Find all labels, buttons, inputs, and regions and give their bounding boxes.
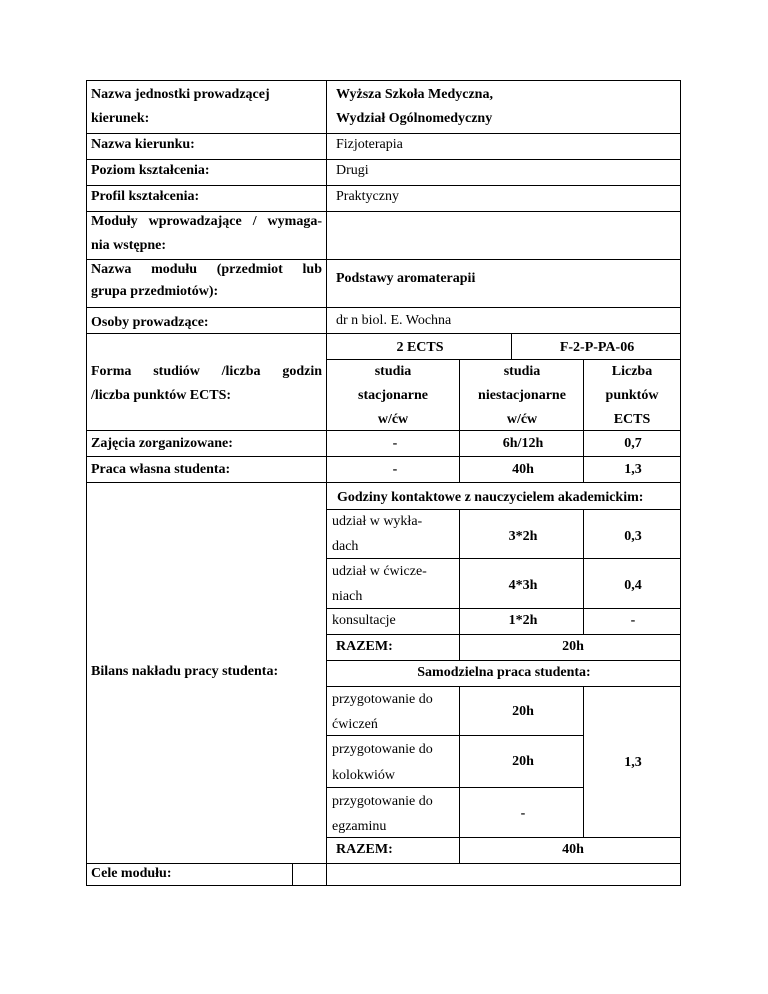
- przyg1-hours: 20h: [512, 704, 534, 719]
- osoby-label: Osoby prowadzące:: [91, 315, 209, 330]
- col1-header-line2: stacjonarne: [358, 388, 428, 403]
- self-header: Samodzielna praca studenta:: [417, 665, 591, 680]
- modul-value: Podstawy aromaterapii: [336, 271, 476, 286]
- unit-label-line1: Nazwa jednostki prowadzącej: [91, 87, 270, 102]
- cwiczenia-label-line1: udział w ćwicze-: [332, 564, 427, 579]
- cele-label: Cele modułu:: [91, 866, 172, 881]
- unit-label-line2: kierunek:: [91, 111, 150, 126]
- col3-header-line3: ECTS: [613, 412, 651, 427]
- przyg1-label-line2: ćwiczeń: [332, 717, 378, 732]
- col2-header-line3: w/ćw: [506, 412, 538, 427]
- forma-label-line1: Forma studiów /liczba godzin: [91, 364, 322, 379]
- self-points: 1,3: [624, 755, 642, 770]
- kierunek-value: Fizjoterapia: [336, 137, 403, 152]
- wyklady-points: 0,3: [624, 529, 642, 544]
- przyg3-label-line2: egzaminu: [332, 819, 387, 834]
- module-sheet: [87, 81, 681, 886]
- praca-stacjonarne: -: [392, 462, 398, 477]
- zajecia-label: Zajęcia zorganizowane:: [91, 436, 233, 451]
- zajecia-niestacjonarne: 6h/12h: [502, 436, 544, 451]
- module-code: F-2-P-PA-06: [559, 340, 635, 355]
- moduly-label-line2: nia wstępne:: [91, 238, 167, 253]
- przyg2-hours: 20h: [512, 754, 534, 769]
- col1-header-line1: studia: [374, 364, 412, 379]
- forma-label-cell: [86, 333, 327, 431]
- field-moduly-value-cell: [326, 211, 681, 260]
- przyg1-label-line1: przygotowanie do: [332, 692, 433, 707]
- col3-header-line2: punktów: [605, 388, 659, 403]
- wyklady-hours: 3*2h: [508, 529, 538, 544]
- razem2-value: 40h: [562, 842, 584, 857]
- konsultacje-points: -: [630, 613, 636, 628]
- wyklady-label-line1: udział w wykła-: [332, 514, 423, 529]
- konsultacje-label: konsultacje: [332, 613, 396, 628]
- unit-value-line2: Wydział Ogólnomedyczny: [336, 111, 493, 126]
- poziom-label: Poziom kształcenia:: [91, 163, 210, 178]
- modul-label-line2: grupa przedmiotów):: [91, 284, 219, 299]
- cwiczenia-hours: 4*3h: [508, 578, 538, 593]
- przyg2-label-line1: przygotowanie do: [332, 742, 433, 757]
- praca-niestacjonarne: 40h: [512, 462, 534, 477]
- wyklady-label-line2: dach: [332, 539, 359, 554]
- kierunek-label: Nazwa kierunku:: [91, 137, 195, 152]
- przyg3-label-line1: przygotowanie do: [332, 794, 433, 809]
- col2-header-line2: niestacjonarne: [478, 388, 566, 403]
- cele-value-cell: [326, 863, 681, 886]
- razem1-label: RAZEM:: [336, 639, 393, 654]
- przyg2-label-line2: kolokwiów: [332, 768, 395, 783]
- zajecia-stacjonarne: -: [392, 436, 398, 451]
- razem2-label: RAZEM:: [336, 842, 393, 857]
- col3-header-line1: Liczba: [611, 364, 653, 379]
- cwiczenia-points: 0,4: [624, 578, 642, 593]
- profil-label: Profil kształcenia:: [91, 189, 200, 204]
- col1-header-line3: w/ćw: [377, 412, 409, 427]
- bilans-label: Bilans nakładu pracy studenta:: [91, 664, 279, 679]
- ects-total: 2 ECTS: [396, 340, 444, 355]
- przyg3-hours: -: [520, 806, 526, 821]
- cele-gap-cell: [292, 863, 327, 886]
- razem1-value: 20h: [562, 639, 584, 654]
- profil-value: Praktyczny: [336, 189, 399, 204]
- col2-header-line1: studia: [503, 364, 541, 379]
- modul-label-line1: Nazwa modułu (przedmiot lub: [91, 262, 322, 277]
- konsultacje-hours: 1*2h: [508, 613, 538, 628]
- contact-header: Godziny kontaktowe z nauczycielem akademickim:: [337, 490, 644, 505]
- field-poziom-value-cell: [326, 159, 681, 186]
- unit-value-line1: Wyższa Szkoła Medyczna,: [336, 87, 493, 102]
- cwiczenia-label-line2: niach: [332, 589, 363, 604]
- poziom-value: Drugi: [336, 163, 369, 178]
- praca-ects: 1,3: [624, 462, 642, 477]
- forma-label-line2: /liczba punktów ECTS:: [91, 388, 232, 403]
- praca-label: Praca własna studenta:: [91, 462, 231, 477]
- osoby-value: dr n biol. E. Wochna: [336, 313, 452, 328]
- moduly-label-line1: Moduły wprowadzające / wymaga-: [91, 214, 322, 229]
- zajecia-ects: 0,7: [624, 436, 642, 451]
